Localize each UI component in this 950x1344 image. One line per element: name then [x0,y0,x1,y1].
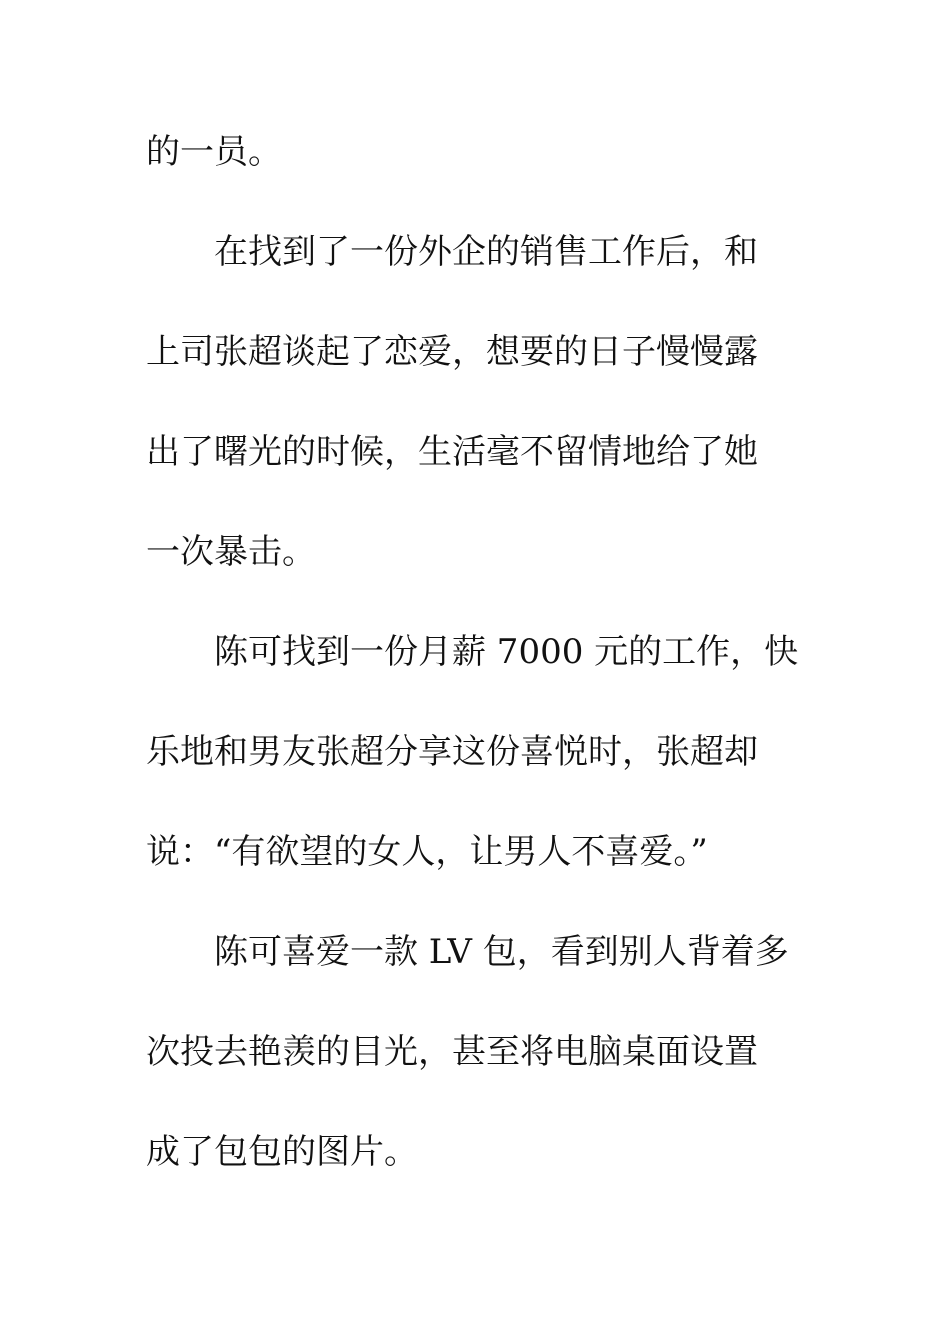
text-line: 次投去艳羡的目光，甚至将电脑桌面设置 [146,1032,758,1072]
text-line: 一次暴击。 [146,532,316,572]
paragraph-start-line: 陈可找到一份月薪 7000 元的工作，快 [214,632,799,672]
text-line: 出了曙光的时候，生活毫不留情地给了她 [146,432,758,472]
text-line: 乐地和男友张超分享这份喜悦时，张超却 [146,732,758,772]
paragraph-start-line: 在找到了一份外企的销售工作后，和 [214,232,758,272]
text-line: 的一员。 [146,132,282,172]
paragraph-start-line: 陈可喜爱一款 LV 包，看到别人背着多 [214,932,789,972]
text-line: 上司张超谈起了恋爱，想要的日子慢慢露 [146,332,758,372]
text-line: 成了包包的图片。 [146,1132,418,1172]
text-line: 说：“有欲望的女人，让男人不喜爱。” [146,832,708,872]
